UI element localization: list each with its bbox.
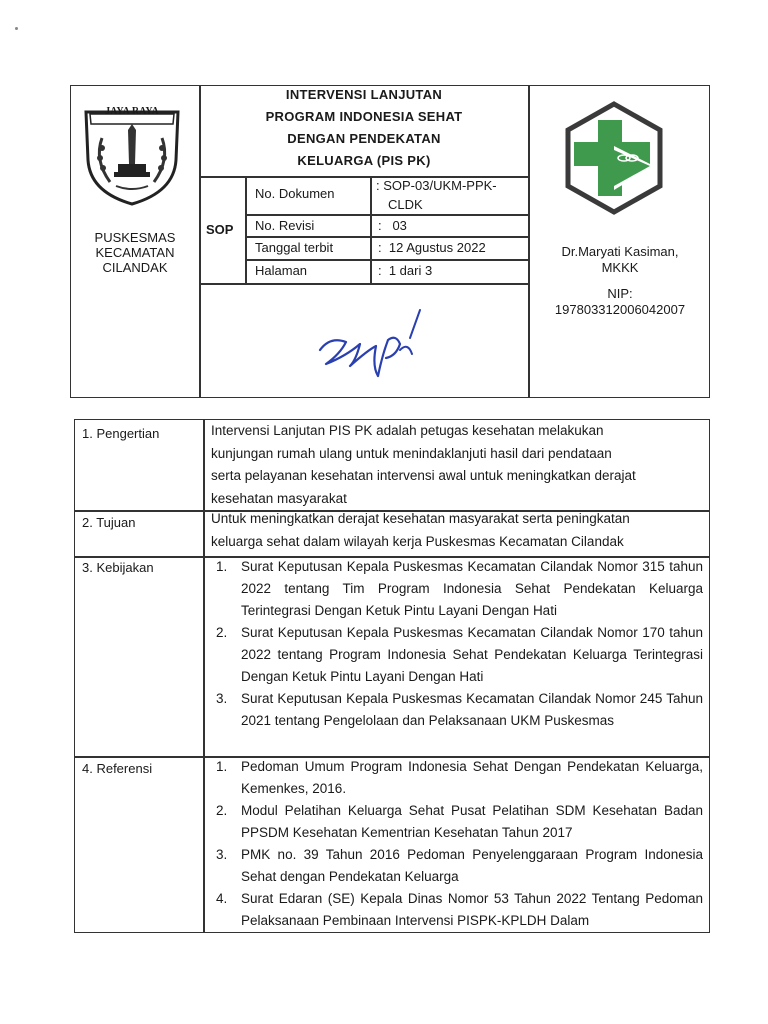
text-line: kunjungan rumah ulang untuk menindaklanjuti hasil dari pendataan [211,445,612,461]
section-label-referensi: 4. Referensi [82,761,153,776]
list-text: Modul Pelatihan Keluarga Sehat Pusat Pelatihan SDM Kesehatan Badan PPSDM Kesehatan Kementrian Kesehatan Tahun 2017 [241,803,703,840]
meta-label-tanggal: Tanggal terbit [255,240,334,255]
meta-bottom-rule [199,283,529,285]
meta-label-revisi: No. Revisi [255,218,315,233]
signer-title: MKKK [601,260,639,275]
kebijakan-list [213,556,703,732]
meta-value-dokumen-1: : SOP-03/UKM-PPK- [376,178,497,193]
text-line: keluarga sehat dalam wilayah kerja Puskesmas Kecamatan Cilandak [211,533,624,549]
list-text: PMK no. 39 Tahun 2016 Pedoman Penyelenggaraan Program Indonesia Sehat dengan Pendekatan Keluarga [241,847,703,884]
meta-row-rule-1 [245,214,529,216]
list-item [213,800,703,844]
text-line: serta pelayanan kesehatan intervensi awal untuk meningkatkan derajat [211,468,636,483]
puskesmas-cross-icon [556,100,672,216]
title-line-3: DENGAN PENDEKATAN [287,131,441,146]
institution-line-3: CILANDAK [102,260,168,275]
list-text: Surat Edaran (SE) Kepala Dinas Nomor 53 Tahun 2022 Tentang Pedoman Pelaksanaan Pembinaan Intervensi PISPK-KPLDH Dalam [241,891,703,928]
list-text: Pedoman Umum Program Indonesia Sehat Dengan Pendekatan Keluarga, Kemenkes, 2016. [241,759,703,796]
list-item [213,888,703,932]
jaya-raya-logo [80,100,184,211]
list-number: 3. [216,847,228,862]
list-text: Surat Keputusan Kepala Puskesmas Kecamatan Cilandak Nomor 245 Tahun 2021 tentang Pengelolaan dan Pelaksanaan UKM Puskesmas [241,691,703,728]
scan-speck [15,27,18,30]
list-item [213,688,703,732]
meta-value-halaman: : 1 dari 3 [378,263,433,278]
referensi-list [213,756,703,932]
list-item [213,622,703,688]
sop-label: SOP [206,222,234,237]
meta-col-divider [370,176,372,284]
text-line: kesehatan masyarakat [211,490,347,506]
list-item [213,756,703,800]
institution-line-2: KECAMATAN [95,245,175,260]
meta-row-rule-3 [245,259,529,261]
puskesmas-logo [556,100,672,221]
meta-label-dokumen: No. Dokumen [255,186,335,201]
list-number: 4. [216,891,228,906]
list-item [213,556,703,622]
section-text-pengertian [211,420,701,510]
sop-divider [245,176,247,284]
meta-value-dokumen-2: CLDK [388,197,423,212]
text-line: Intervensi Lanjutan PIS PK adalah petugas kesehatan melakukan [211,423,604,438]
nip-number: 197803312006042007 [554,302,686,317]
section-label-tujuan: 2. Tujuan [82,515,136,530]
section-text-tujuan [211,508,701,553]
list-text: Surat Keputusan Kepala Puskesmas Kecamatan Cilandak Nomor 170 tahun 2022 tentang Program Indonesia Sehat Pendekatan Keluarga Terintegrasi Dengan Ketuk Pintu Layani Dengan Hati [241,625,703,684]
list-number: 2. [216,625,228,640]
meta-value-revisi: : 03 [378,218,407,233]
title-line-2: PROGRAM INDONESIA SEHAT [265,109,463,124]
signer-name: Dr.Maryati Kasiman, [561,244,679,259]
list-text: Surat Keputusan Kepala Puskesmas Kecamatan Cilandak Nomor 315 tahun 2022 tentang Tim Program Indonesia Sehat Pendekatan Keluarga Terintegrasi Dengan Ketuk Pintu Layani Dengan Hati [241,559,703,618]
institution-line-1: PUSKESMAS [94,230,176,245]
list-item [213,844,703,888]
title-line-1: INTERVENSI LANJUTAN [285,87,443,102]
section-label-pengertian: 1. Pengertian [82,426,160,441]
section-label-kebijakan: 3. Kebijakan [82,560,154,575]
institution-name [72,230,198,275]
meta-row-rule-2 [245,236,529,238]
signature [316,306,436,391]
header-divider-right [528,85,530,398]
content-col-divider [203,419,205,933]
list-number: 3. [216,691,228,706]
meta-value-tanggal: : 12 Agustus 2022 [378,240,486,255]
list-number: 1. [216,759,228,774]
title-line-4: KELUARGA (PIS PK) [297,153,431,168]
text-line: Untuk meningkatkan derajat kesehatan masyarakat serta peningkatan [211,511,630,526]
signature-scribble-icon [316,306,436,386]
nip-label: NIP: [607,286,633,301]
logo-banner-text: JAYA RAYA [105,106,159,117]
list-number: 1. [216,559,228,574]
meta-label-halaman: Halaman [255,263,308,278]
list-number: 2. [216,803,228,818]
